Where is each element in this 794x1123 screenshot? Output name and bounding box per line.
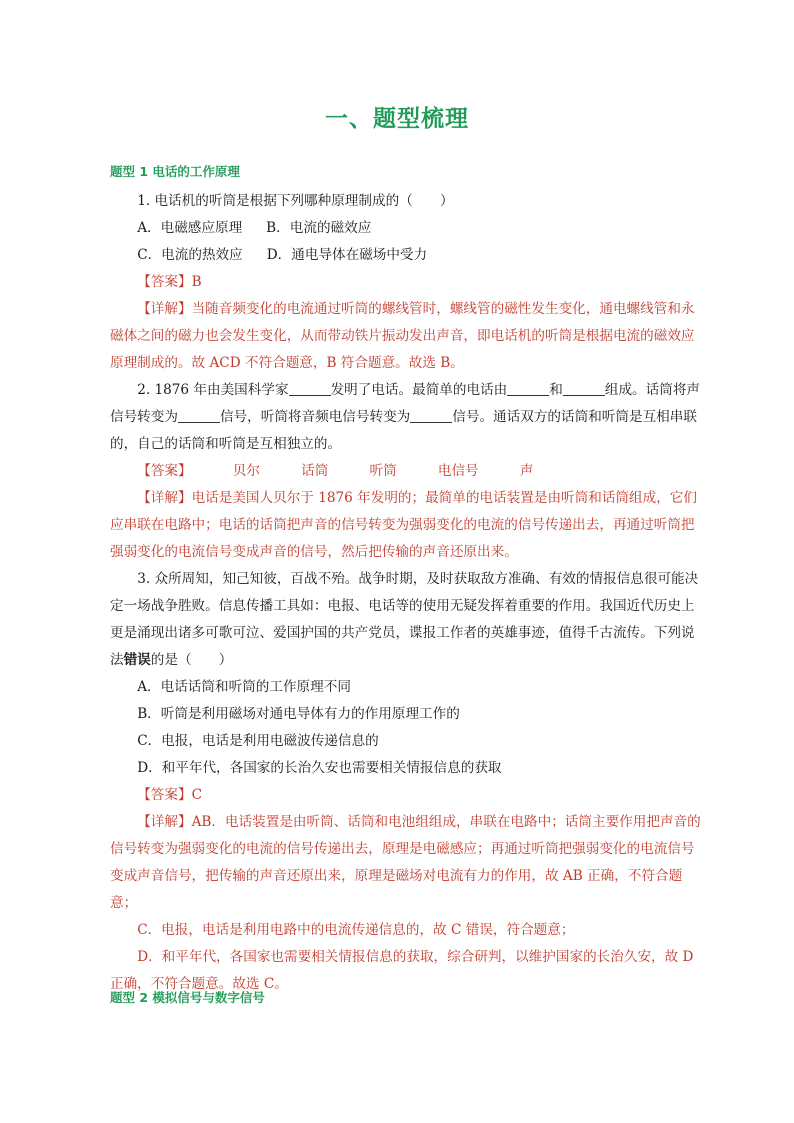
q2-answer: [110, 458, 706, 485]
q3-option-d: D．和平年代，各国家的长治久安也需要相关情报信息的获取: [137, 760, 502, 776]
q3-option-a: A．电话话筒和听筒的工作原理不同: [137, 679, 351, 695]
detail-tag: 【详解】: [137, 301, 192, 317]
detail-text: 当随音频变化的电流通过听筒的螺线管时，螺线管的磁性发生变化，通电螺线管和永磁体之间的磁力也会发生变化，从而带动铁片振动发出声音，即电话机的听筒是根据电流的磁效应原理制成的。故 ACD 不符合题意，B 符合题意。故选 B。: [110, 301, 695, 371]
detail-tag: 【详解】: [137, 490, 192, 506]
q3-detail: [110, 809, 706, 917]
detail-text: 电话是美国人贝尔于 1876 年发明的；最简单的电话装置是由听筒和话筒组成，它们应串联在电路中；电话的话筒把声音的信号转变为强弱变化的电流的信号传递出去，再通过听筒把强弱变化的电流信号变成声音的信号，然后把传输的声音还原出来。: [110, 490, 697, 560]
q3-detail-c: C．电报，电话是利用电路中的电流传递信息的，故 C 错误，符合题意；: [137, 922, 575, 938]
blank: [507, 381, 549, 396]
page-title: 一、题型梳理: [325, 106, 469, 132]
answer-value: B: [191, 274, 202, 290]
q1-option-d: D．通电导体在磁场中受力: [266, 247, 428, 263]
q1-answer: [110, 269, 706, 296]
blank: [410, 408, 452, 423]
q3-stem: 3. 众所周知，知己知彼，百战不殆。战争时期，及时获取敌方准确、有效的情报信息很可能决定一场战争胜败。信息传播工具如：电报、电话等的使用无疑发挥着重要的作用。我国近代历史上更是涌现出诸多可歌可泣、爱国护国的共产党员，谍报工作者的英雄事迹，值得千古流传。下列说法错误的是（ ）: [110, 571, 699, 668]
q1-detail: [110, 296, 706, 377]
answer-tag: 【答案】: [137, 787, 192, 803]
answer-value: 声: [519, 463, 534, 479]
q3-detail-d: D．和平年代，各国家也需要相关情报信息的获取，综合研判，以维护国家的长治久安，故 D 正确，不符合题意。故选 C。: [110, 949, 694, 992]
detail-text: AB．电话装置是由听筒、话筒和电池组组成，串联在电路中；话筒主要作用把声音的信号转变为强弱变化的电流的信号传递出去，原理是电磁感应；再通过听筒把强弱变化的电流信号变成声音信号，把传输的声音还原出来，原理是磁场对电流有力的作用，故 AB 正确，不符合题意；: [110, 814, 701, 911]
q2-stem: 2. 1876 年由美国科学家 发明了电话。最简单的电话由 和 组成。话筒将声信号转变为 信号，听筒将音频电信号转变为 信号。通话双方的话筒和听筒是互相串联的，自己的话筒和听筒是互相独立的。: [110, 382, 701, 452]
blank: [563, 381, 605, 396]
answer-value: 贝尔: [232, 463, 260, 479]
q1-option-a: A．电磁感应原理: [137, 220, 243, 236]
blank: [289, 381, 331, 396]
question-block: [110, 188, 706, 998]
detail-tag: 【详解】: [137, 814, 192, 830]
q3-answer: [110, 782, 706, 809]
section-heading-1: 题型 1 电话的工作原理: [110, 164, 240, 179]
answer-value: C: [191, 787, 202, 803]
blank: [178, 408, 220, 423]
q1-options-row1: [110, 215, 706, 242]
answer-value: 话筒: [301, 463, 329, 479]
answer-tag: 【答案】: [137, 274, 192, 290]
q3-option-c: C．电报，电话是利用电磁波传递信息的: [137, 733, 379, 749]
section-heading-2: 题型 2 模拟信号与数字信号: [110, 990, 265, 1005]
q1-option-c: C．电流的热效应: [137, 247, 243, 263]
emphasis-word: 错误: [123, 652, 151, 668]
q1-stem: 1. 电话机的听筒是根据下列哪种原理制成的（ ）: [137, 193, 454, 209]
q1-options-row2: [110, 242, 706, 269]
answer-tag: 【答案】: [137, 463, 192, 479]
answer-value: 听筒: [369, 463, 397, 479]
answer-value: 电信号: [437, 463, 479, 479]
q2-detail: [110, 485, 706, 566]
q1-option-b: B．电流的磁效应: [266, 220, 372, 236]
q3-option-b: B．听筒是利用磁场对通电导体有力的作用原理工作的: [137, 706, 460, 722]
